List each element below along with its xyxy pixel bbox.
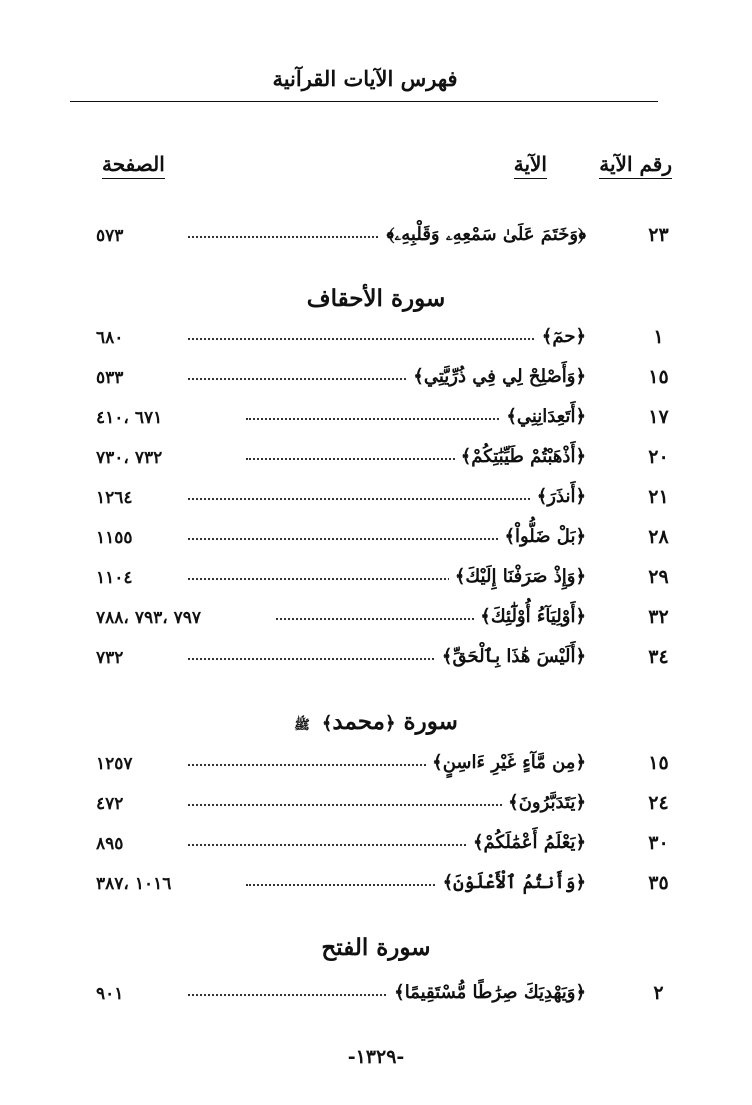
ayah-number: ٢٩ (648, 566, 669, 588)
ayah-number: ١٧ (648, 406, 669, 428)
index-entry (96, 982, 686, 1014)
ayah-text: ﴿أَلَيْسَ هَٰذَا بِٱلْحَقِّ﴾ (436, 646, 586, 667)
page-references: ١١٠٤ (96, 568, 133, 588)
index-entry (96, 646, 686, 678)
index-entry (96, 566, 686, 598)
page-references: ٨٩٥ (96, 834, 124, 854)
page-references: ٥٣٣ (96, 368, 124, 388)
ayah-number: ٢٣ (648, 224, 669, 246)
ayah-text: ﴿وَخَتَمَ عَلَىٰ سَمْعِهِۦ وَقَلْبِهِۦ﴾ (380, 224, 586, 245)
ayah-number: ٢١ (648, 486, 669, 508)
surah-title-ahqaf: سورة الأحقاف (306, 285, 446, 312)
page-references: ١٠١٦ ،٣٨٧ (96, 874, 172, 894)
ayah-text: ﴿أَنذَرَ﴾ (531, 486, 586, 507)
page-header-title: فهرس الآيات القرآنية (272, 66, 458, 91)
index-entry (96, 526, 686, 558)
page-references: ٦٨٠ (96, 328, 124, 348)
header-divider (70, 101, 658, 102)
ayah-number: ٣٤ (648, 646, 669, 668)
index-entry (96, 446, 686, 478)
page-references: ٦٧١ ،٤١٠ (96, 408, 163, 428)
ayah-text: ﴿وَإِذْ صَرَفْنَا إِلَيْكَ﴾ (449, 566, 586, 587)
index-entry (96, 872, 686, 904)
column-header-ayah-number-label: رقم الآية (599, 152, 672, 179)
ayah-text: ﴿أَتَعِدَانِنِي﴾ (500, 406, 586, 427)
column-header-ayah-number (599, 152, 672, 176)
index-entry (96, 366, 686, 398)
ayah-number: ٢٤ (648, 792, 669, 814)
index-entry (96, 832, 686, 864)
ayah-number: ٢٨ (648, 526, 669, 548)
page-references: ٧٣٢ ،٧٣٠ (96, 448, 163, 468)
ayah-number: ٣٠ (648, 832, 669, 854)
ayah-number: ٢ (653, 982, 664, 1004)
page-references: ١١٥٥ (96, 528, 133, 548)
ayah-text: ﴿حمٓ﴾ (536, 326, 586, 347)
column-header-ayah-label: الآية (514, 152, 547, 179)
index-entry (96, 792, 686, 824)
page-references: ٥٧٣ (96, 226, 124, 246)
page-number: -١٣٢٩- (347, 1046, 405, 1068)
ornate-bracket-close-icon: ﴾ (321, 713, 333, 734)
column-header-ayah (514, 152, 547, 176)
page-references: ١٢٥٧ (96, 754, 133, 774)
ayah-text: ﴿وَأَنتُمُ ٱلْأَعْلَوْنَ﴾ (437, 872, 586, 893)
surah-title-name: محمد (332, 708, 385, 735)
honorific-glyph: ﷺ (294, 718, 310, 733)
index-entry (96, 326, 686, 358)
index-entry (96, 406, 686, 438)
ayah-number: ٢٠ (648, 446, 669, 468)
ornate-bracket-open-icon: ﴿ (384, 713, 396, 734)
ayah-text: ﴿مِن مَّآءٍ غَيْرِ ءَاسِنٍ﴾ (426, 752, 586, 773)
ayah-text: ﴿يَعْلَمُ أَعْمَٰلَكُمْ﴾ (467, 832, 586, 853)
page-references: ٧٩٧ ،٧٩٣ ،٧٨٨ (96, 608, 202, 628)
ayah-text: ﴿يَتَدَبَّرُونَ﴾ (502, 792, 586, 813)
page-references: ١٢٦٤ (96, 488, 133, 508)
column-header-page-label: الصفحة (102, 152, 165, 179)
page-references: ٩٠١ (96, 984, 124, 1004)
dot-leader (188, 498, 586, 500)
ayah-text: ﴿بَلْ ضَلُّواْ﴾ (498, 526, 586, 547)
ayah-text: ﴿وَأَصْلِحْ لِي فِي ذُرِّيَّتِي﴾ (407, 366, 586, 387)
ayah-text: ﴿وَيَهْدِيَكَ صِرَٰطًا مُّسْتَقِيمًا﴾ (388, 982, 586, 1003)
dot-leader (188, 338, 586, 340)
surah-title-fath: سورة الفتح (321, 934, 431, 961)
ayah-number: ١٥ (648, 366, 669, 388)
page-references: ٤٧٢ (96, 794, 124, 814)
column-header-page (102, 152, 165, 176)
index-entry (96, 752, 686, 784)
index-entry (96, 606, 686, 638)
ayah-number: ١٥ (648, 752, 669, 774)
ayah-number: ١ (653, 326, 664, 348)
ayah-text: ﴿أَذْهَبْتُمْ طَيِّبَٰتِكُمْ﴾ (455, 446, 586, 467)
ayah-number: ٣٥ (648, 872, 669, 894)
index-entry (96, 486, 686, 518)
ayah-text: ﴿أَوْلِيَآءُ أُوْلَٰٓئِكَ﴾ (474, 606, 586, 627)
index-entry (96, 224, 686, 256)
ayah-number: ٣٢ (648, 606, 669, 628)
surah-title-muhammad (0, 708, 752, 736)
page-references: ٧٣٢ (96, 648, 124, 668)
surah-title-prefix: سورة (403, 708, 458, 735)
